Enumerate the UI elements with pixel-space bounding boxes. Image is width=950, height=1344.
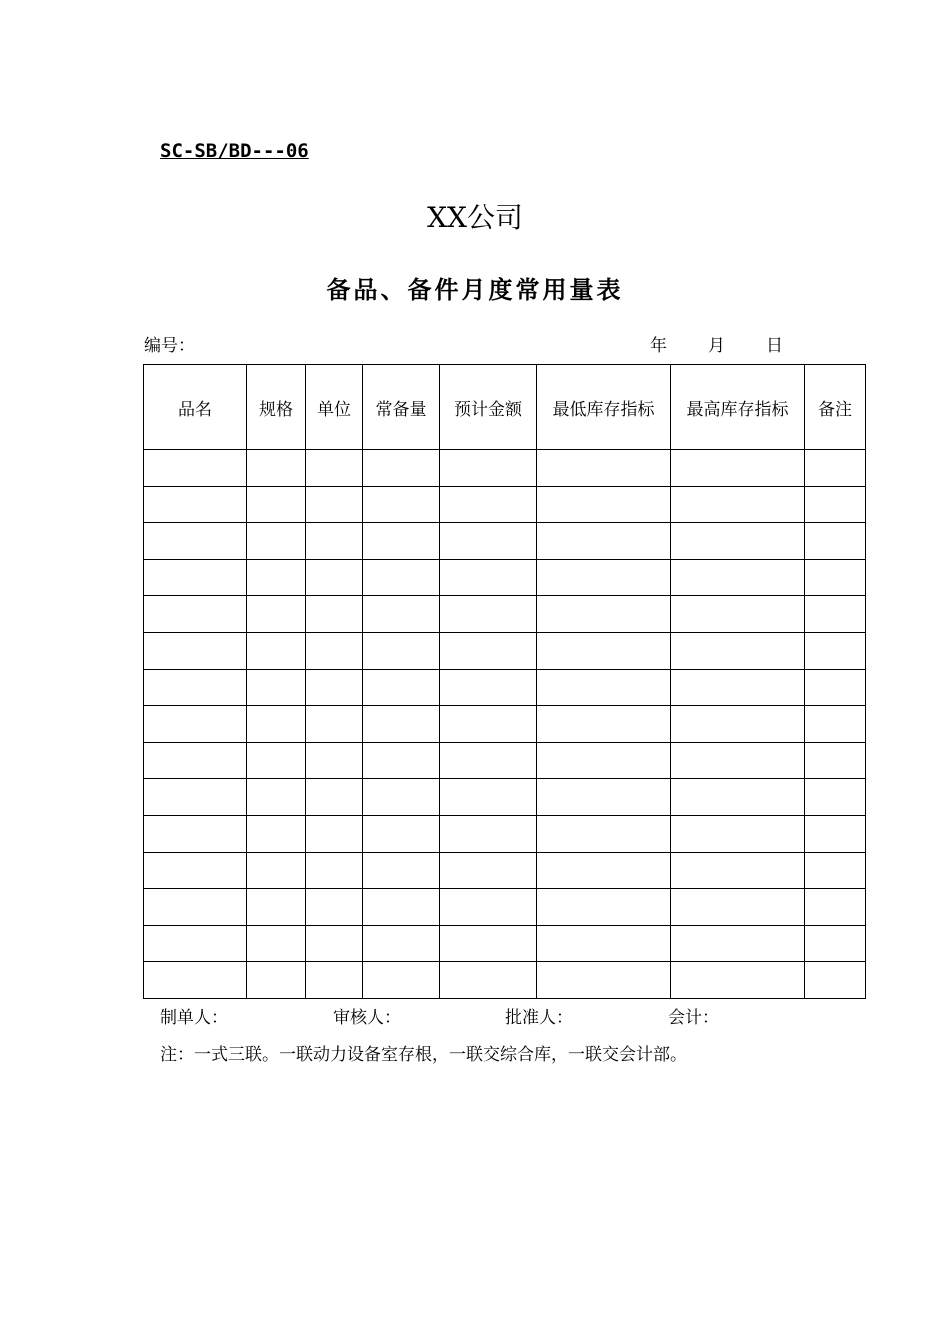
table-cell[interactable] xyxy=(247,962,306,999)
table-cell[interactable] xyxy=(671,523,805,560)
table-cell[interactable] xyxy=(805,815,866,852)
table-cell[interactable] xyxy=(144,523,247,560)
table-cell[interactable] xyxy=(537,669,671,706)
table-cell[interactable] xyxy=(363,486,440,523)
table-cell[interactable] xyxy=(363,559,440,596)
table-cell[interactable] xyxy=(144,889,247,926)
table-cell[interactable] xyxy=(247,889,306,926)
table-cell[interactable] xyxy=(247,925,306,962)
table-cell[interactable] xyxy=(537,706,671,743)
table-cell[interactable] xyxy=(805,962,866,999)
table-cell[interactable] xyxy=(537,779,671,816)
table-cell[interactable] xyxy=(671,852,805,889)
table-cell[interactable] xyxy=(144,632,247,669)
table-cell[interactable] xyxy=(306,852,363,889)
table-body xyxy=(144,450,866,999)
table-cell[interactable] xyxy=(671,669,805,706)
table-cell[interactable] xyxy=(537,815,671,852)
table-cell[interactable] xyxy=(671,450,805,487)
table-cell[interactable] xyxy=(537,742,671,779)
table-cell[interactable] xyxy=(144,486,247,523)
table-row xyxy=(144,669,866,706)
header-standing-quantity: 常备量 xyxy=(363,365,440,450)
table-cell[interactable] xyxy=(537,962,671,999)
table-cell[interactable] xyxy=(363,852,440,889)
accountant-signature-label: 会计： xyxy=(668,1008,719,1028)
table-cell[interactable] xyxy=(440,815,537,852)
table-cell[interactable] xyxy=(144,962,247,999)
header-max-stock: 最高库存指标 xyxy=(671,365,805,450)
table-cell[interactable] xyxy=(537,889,671,926)
date-day-label: 日 xyxy=(766,336,783,356)
table-cell[interactable] xyxy=(363,669,440,706)
header-unit: 单位 xyxy=(306,365,363,450)
table-row xyxy=(144,889,866,926)
table-cell[interactable] xyxy=(306,632,363,669)
table-cell[interactable] xyxy=(363,450,440,487)
table-cell[interactable] xyxy=(363,706,440,743)
table-cell[interactable] xyxy=(805,523,866,560)
table-cell[interactable] xyxy=(144,706,247,743)
table-cell[interactable] xyxy=(363,779,440,816)
table-cell[interactable] xyxy=(805,706,866,743)
header-specification: 规格 xyxy=(247,365,306,450)
table-cell[interactable] xyxy=(537,486,671,523)
table-cell[interactable] xyxy=(440,742,537,779)
header-remarks: 备注 xyxy=(805,365,866,450)
table-cell[interactable] xyxy=(671,889,805,926)
table-row xyxy=(144,779,866,816)
table-row xyxy=(144,962,866,999)
company-name: XX公司 xyxy=(427,201,523,234)
table-cell[interactable] xyxy=(805,632,866,669)
table-row xyxy=(144,925,866,962)
table-row xyxy=(144,852,866,889)
table-cell[interactable] xyxy=(537,559,671,596)
table-cell[interactable] xyxy=(363,962,440,999)
table-row xyxy=(144,632,866,669)
table-cell[interactable] xyxy=(805,852,866,889)
table-cell[interactable] xyxy=(805,450,866,487)
table-cell[interactable] xyxy=(440,596,537,633)
table-cell[interactable] xyxy=(247,632,306,669)
table-cell[interactable] xyxy=(306,742,363,779)
table-cell[interactable] xyxy=(671,962,805,999)
table-cell[interactable] xyxy=(247,852,306,889)
table-cell[interactable] xyxy=(144,742,247,779)
table-row xyxy=(144,815,866,852)
document-code: SC-SB/BD---06 xyxy=(160,140,309,162)
table-cell[interactable] xyxy=(805,742,866,779)
table-cell[interactable] xyxy=(247,706,306,743)
approver-signature-label: 批准人： xyxy=(505,1008,573,1028)
table-cell[interactable] xyxy=(144,596,247,633)
table-cell[interactable] xyxy=(440,962,537,999)
distribution-note: 注：一式三联。一联动力设备室存根，一联交综合库，一联交会计部。 xyxy=(160,1045,687,1065)
spare-parts-table xyxy=(143,364,866,999)
table-cell[interactable] xyxy=(671,779,805,816)
table-cell[interactable] xyxy=(440,559,537,596)
table-cell[interactable] xyxy=(805,559,866,596)
table-cell[interactable] xyxy=(363,815,440,852)
table-cell[interactable] xyxy=(247,596,306,633)
table-cell[interactable] xyxy=(363,523,440,560)
date-month-label: 月 xyxy=(708,336,725,356)
table-cell[interactable] xyxy=(247,486,306,523)
table-cell[interactable] xyxy=(440,632,537,669)
table-cell[interactable] xyxy=(440,779,537,816)
table-cell[interactable] xyxy=(306,450,363,487)
table-cell[interactable] xyxy=(805,925,866,962)
table-cell[interactable] xyxy=(537,596,671,633)
table-cell[interactable] xyxy=(537,925,671,962)
table-row xyxy=(144,450,866,487)
table-cell[interactable] xyxy=(805,486,866,523)
reviewer-signature-label: 审核人： xyxy=(333,1008,401,1028)
form-title: 备品、备件月度常用量表 xyxy=(326,276,624,304)
table-cell[interactable] xyxy=(363,742,440,779)
table-cell[interactable] xyxy=(247,815,306,852)
table-cell[interactable] xyxy=(363,889,440,926)
table-cell[interactable] xyxy=(306,779,363,816)
table-cell[interactable] xyxy=(306,706,363,743)
table-cell[interactable] xyxy=(306,486,363,523)
table-cell[interactable] xyxy=(440,889,537,926)
table-cell[interactable] xyxy=(671,596,805,633)
table-cell[interactable] xyxy=(306,815,363,852)
table-cell[interactable] xyxy=(247,523,306,560)
table-cell[interactable] xyxy=(144,559,247,596)
table-cell[interactable] xyxy=(144,852,247,889)
table-cell[interactable] xyxy=(440,669,537,706)
table-cell[interactable] xyxy=(247,779,306,816)
table-row xyxy=(144,523,866,560)
table-cell[interactable] xyxy=(306,962,363,999)
table-cell[interactable] xyxy=(671,706,805,743)
table-cell[interactable] xyxy=(306,925,363,962)
table-cell[interactable] xyxy=(306,559,363,596)
table-cell[interactable] xyxy=(247,450,306,487)
table-cell[interactable] xyxy=(144,450,247,487)
table-cell[interactable] xyxy=(247,559,306,596)
table-cell[interactable] xyxy=(537,632,671,669)
table-row xyxy=(144,742,866,779)
table-cell[interactable] xyxy=(247,742,306,779)
table-cell[interactable] xyxy=(805,596,866,633)
table-cell[interactable] xyxy=(671,486,805,523)
table-cell[interactable] xyxy=(306,669,363,706)
table-cell[interactable] xyxy=(671,925,805,962)
table-cell[interactable] xyxy=(440,706,537,743)
table-row xyxy=(144,596,866,633)
table-cell[interactable] xyxy=(144,925,247,962)
table-cell[interactable] xyxy=(306,523,363,560)
table-cell[interactable] xyxy=(247,669,306,706)
table-cell[interactable] xyxy=(440,523,537,560)
header-min-stock: 最低库存指标 xyxy=(537,365,671,450)
date-year-label: 年 xyxy=(650,336,667,356)
table-cell[interactable] xyxy=(306,889,363,926)
table-cell[interactable] xyxy=(671,559,805,596)
table-cell[interactable] xyxy=(440,925,537,962)
table-cell[interactable] xyxy=(440,852,537,889)
table-cell[interactable] xyxy=(671,632,805,669)
table-cell[interactable] xyxy=(363,596,440,633)
table-cell[interactable] xyxy=(671,742,805,779)
header-item-name: 品名 xyxy=(144,365,247,450)
table-cell[interactable] xyxy=(537,450,671,487)
table-cell[interactable] xyxy=(144,669,247,706)
table-cell[interactable] xyxy=(144,779,247,816)
table-cell[interactable] xyxy=(805,889,866,926)
table-row xyxy=(144,486,866,523)
table-cell[interactable] xyxy=(537,852,671,889)
table-cell[interactable] xyxy=(537,523,671,560)
table-cell[interactable] xyxy=(805,669,866,706)
table-cell[interactable] xyxy=(440,486,537,523)
table-cell[interactable] xyxy=(144,815,247,852)
table-cell[interactable] xyxy=(306,596,363,633)
table-cell[interactable] xyxy=(363,925,440,962)
table-cell[interactable] xyxy=(363,632,440,669)
serial-number-label: 编号： xyxy=(144,336,195,356)
table-header-row xyxy=(144,365,866,450)
table-row xyxy=(144,559,866,596)
table-cell[interactable] xyxy=(440,450,537,487)
table-cell[interactable] xyxy=(671,815,805,852)
header-estimated-amount: 预计金额 xyxy=(440,365,537,450)
maker-signature-label: 制单人： xyxy=(160,1008,228,1028)
table-cell[interactable] xyxy=(805,779,866,816)
table-row xyxy=(144,706,866,743)
